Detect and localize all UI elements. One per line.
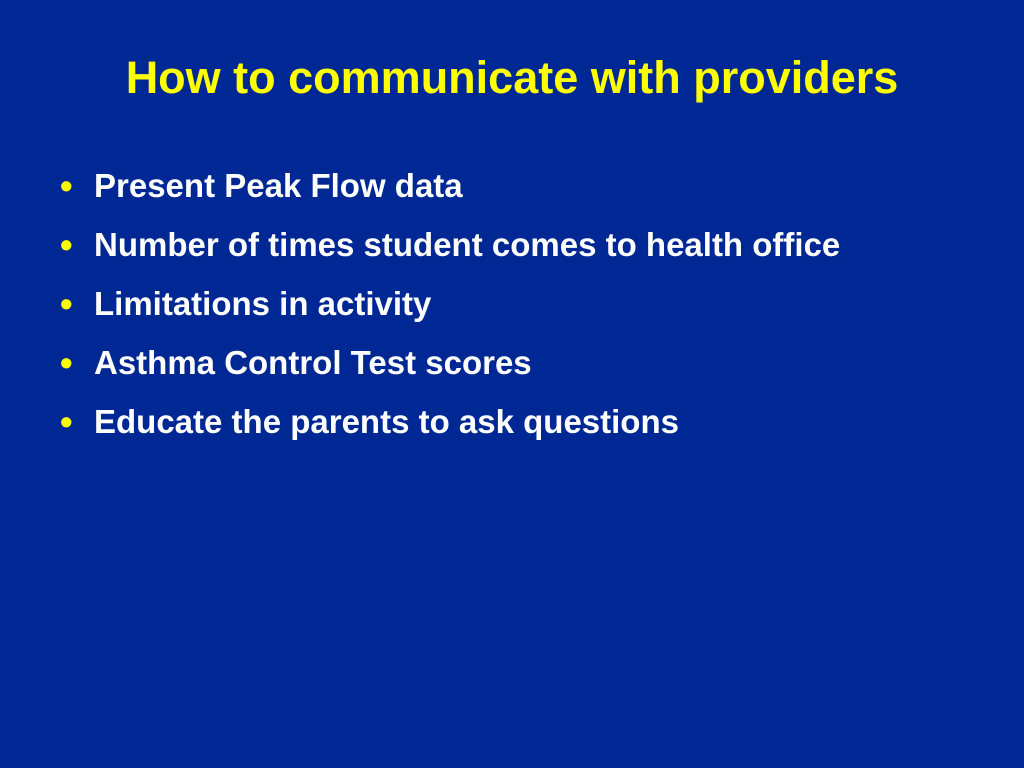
bullet-text: Limitations in activity — [94, 285, 432, 322]
bullet-item — [60, 339, 960, 386]
bullet-list — [60, 162, 960, 457]
bullet-dot-icon: • — [60, 165, 73, 206]
bullet-item — [60, 398, 960, 445]
bullet-text: Present Peak Flow data — [94, 167, 463, 204]
bullet-item — [60, 280, 960, 327]
bullet-text: Asthma Control Test scores — [94, 344, 532, 381]
bullet-dot-icon: • — [60, 283, 73, 324]
bullet-item — [60, 221, 960, 268]
bullet-dot-icon: • — [60, 342, 73, 383]
bullet-dot-icon: • — [60, 224, 73, 265]
slide-title: How to communicate with providers — [125, 52, 899, 103]
bullet-item — [60, 162, 960, 209]
bullet-dot-icon: • — [60, 401, 73, 442]
bullet-text: Educate the parents to ask questions — [94, 403, 679, 440]
bullet-text: Number of times student comes to health office — [94, 226, 841, 263]
